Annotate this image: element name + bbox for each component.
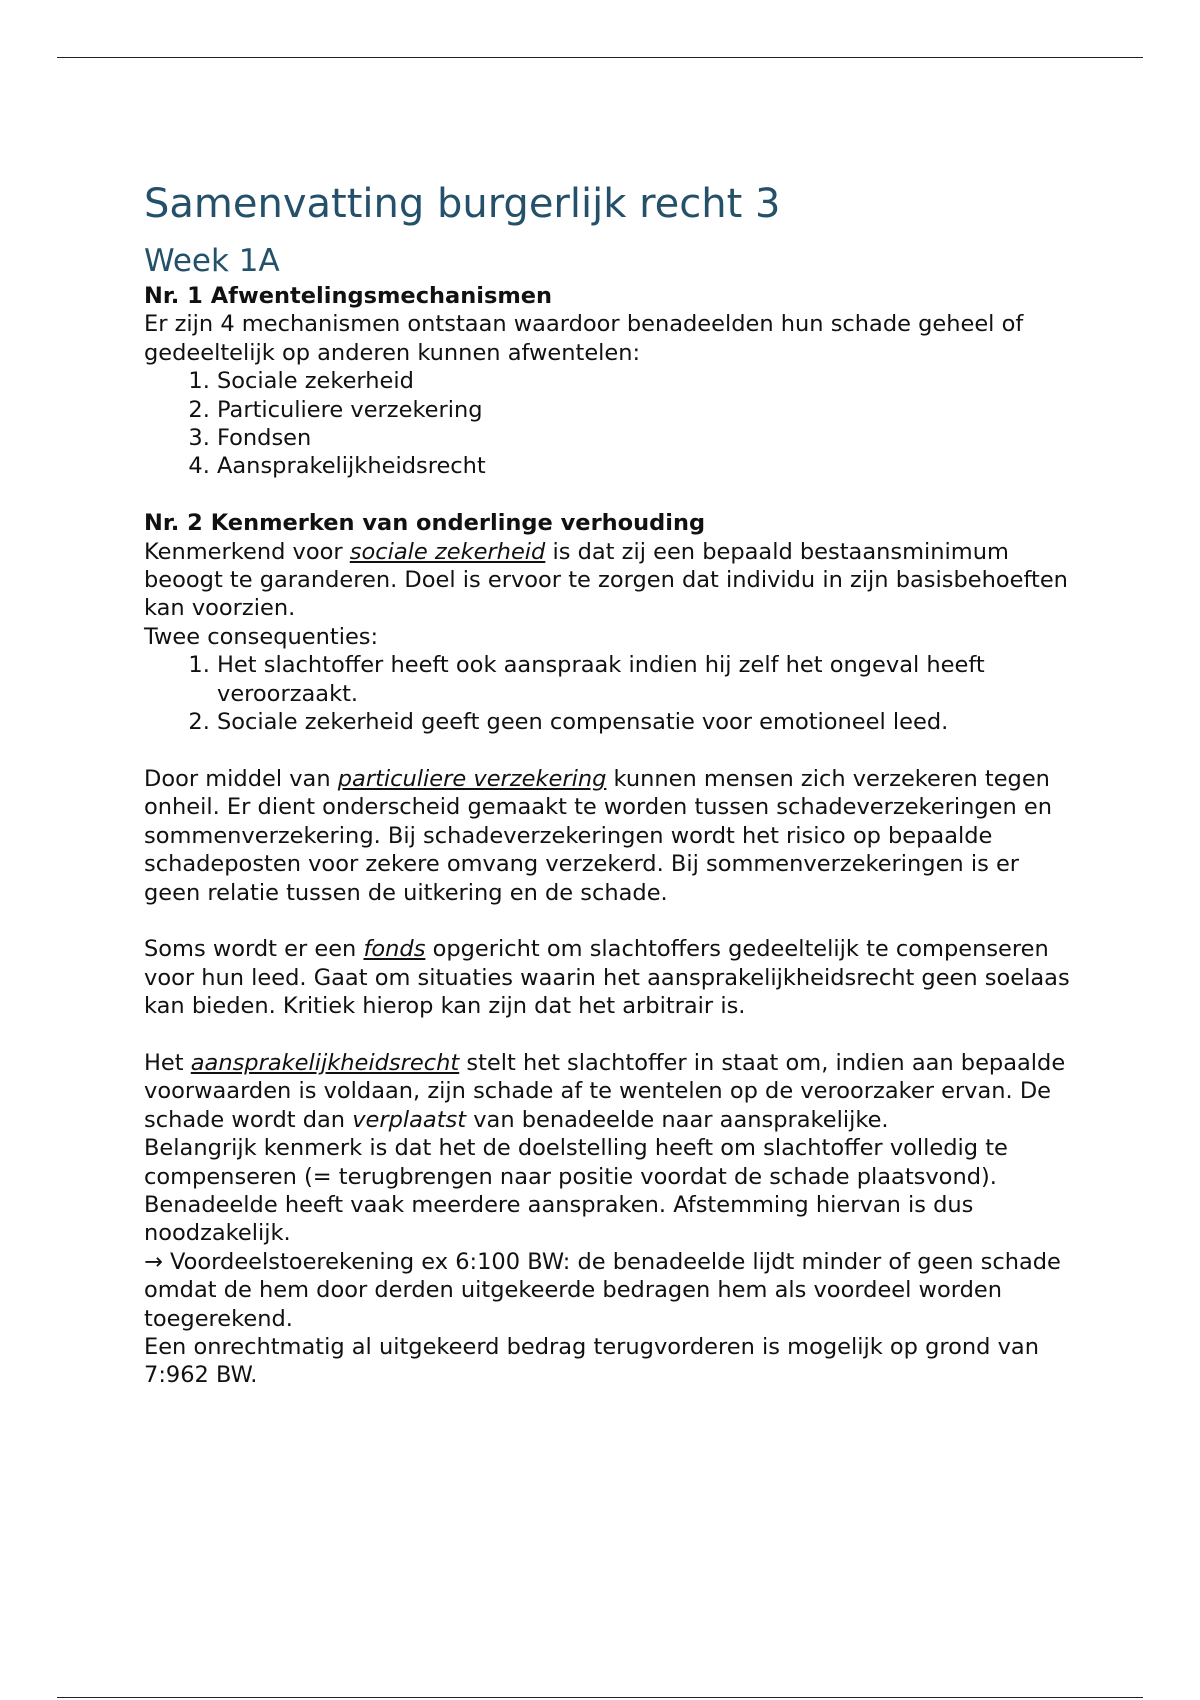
paragraph-voordeelstoerekening: → Voordeelstoerekening ex 6:100 BW: de benadeelde lijdt minder of geen schade omdat de hem door derden uitgekeerde bedragen hem als voordeel worden toegerekend.: [144, 1248, 1061, 1332]
list-item: 3. Fondsen: [217, 424, 1074, 452]
section-number: Nr. 1: [144, 283, 203, 309]
paragraph-kenmerk: Belangrijk kenmerk is dat het de doelstelling heeft om slachtoffer volledig te compenseren (= terugbrengen naar positie voordat de schade plaatsvond).: [144, 1135, 1008, 1190]
mechanisms-list: [144, 367, 1074, 481]
spacer: [144, 907, 1074, 935]
section-heading-2: [144, 509, 1074, 537]
paragraph-particuliere-verzekering: [144, 765, 1074, 907]
spacer: [144, 481, 1074, 509]
text-run: Door middel van: [144, 765, 338, 792]
list-item: 1. Sociale zekerheid: [217, 367, 1074, 395]
document-body: [144, 176, 1074, 1390]
document-title: Samenvatting burgerlijk recht 3: [144, 181, 781, 227]
list-item: 1. Het slachtoffer heeft ook aanspraak indien hij zelf het ongeval heeft veroorzaakt.: [217, 651, 1074, 708]
text-run: Kenmerkend voor: [144, 538, 350, 565]
section-number: Nr. 2: [144, 510, 203, 537]
week-heading: Week 1A: [144, 243, 280, 279]
term-fonds: fonds: [363, 936, 426, 963]
paragraph-aansprakelijkheidsrecht: [144, 1049, 1074, 1134]
paragraph-sociale-zekerheid: [144, 538, 1074, 623]
section-title: Kenmerken van onderlinge verhouding: [210, 510, 706, 537]
term-aansprakelijkheidsrecht: aansprakelijkheidsrecht: [190, 1049, 460, 1076]
spacer: [144, 736, 1074, 764]
text-run: opgericht om slachtoffers gedeeltelijk te compenseren voor hun leed. Gaat om situaties waarin het aansprakelijkheidsrecht geen soelaas kan bieden. Kritiek hierop kan zijn dat het arbitrair is.: [144, 936, 1070, 1020]
list-item: 2. Sociale zekerheid geeft geen compensatie voor emotioneel leed.: [217, 708, 1074, 736]
consequences-label: Twee consequenties:: [144, 623, 379, 650]
paragraph-fonds: [144, 935, 1074, 1020]
paragraph-aanspraken: Benadeelde heeft vaak meerdere aanspraken. Afstemming hiervan is dus noodzakelijk.: [144, 1191, 974, 1247]
header-rule: [57, 57, 1143, 58]
section-title: Afwentelingsmechanismen: [210, 283, 553, 309]
list-item: 2. Particuliere verzekering: [217, 396, 1074, 424]
text-run: Het: [144, 1049, 191, 1076]
footer-rule: [57, 1697, 1143, 1698]
text-run: Soms wordt er een: [144, 936, 364, 963]
text-run: kunnen mensen zich verzekeren tegen onheil. Er dient onderscheid gemaakt te worden tussen schadeverzekeringen en sommenverzekering. Bij schadeverzekeringen wordt het risico op bepaalde schadeposten voor zekere omvang verzekerd. Bij sommenverzekeringen is er geen relatie tussen de uitkering en de schade.: [144, 765, 1053, 906]
term-particuliere-verzekering: particuliere verzekering: [337, 765, 607, 792]
section-heading-1: [144, 282, 1074, 310]
spacer: [144, 1021, 1074, 1049]
text-run: van benadeelde naar aansprakelijke.: [466, 1106, 889, 1133]
text-run: is dat zij een bepaald bestaansminimum beoogt te garanderen. Doel is ervoor te zorgen dat individu in zijn basisbehoeften kan voorzien.: [144, 538, 1068, 622]
paragraph-terugvorderen: Een onrechtmatig al uitgekeerd bedrag terugvorderen is mogelijk op grond van 7:962 BW.: [144, 1333, 1039, 1389]
text-run: stelt het slachtoffer in staat om, indien aan bepaalde voorwaarden is voldaan, zijn schade af te wentelen op de veroorzaker ervan. De schade wordt dan: [144, 1049, 1066, 1133]
consequences-list: [144, 651, 1074, 736]
emphasis-verplaatst: verplaatst: [352, 1106, 467, 1133]
section-1-intro: Er zijn 4 mechanismen ontstaan waardoor benadeelden hun schade geheel of gedeeltelijk op anderen kunnen afwentelen:: [144, 311, 1024, 366]
term-sociale-zekerheid: sociale zekerheid: [349, 538, 546, 565]
list-item: 4. Aansprakelijkheidsrecht: [217, 452, 1074, 480]
